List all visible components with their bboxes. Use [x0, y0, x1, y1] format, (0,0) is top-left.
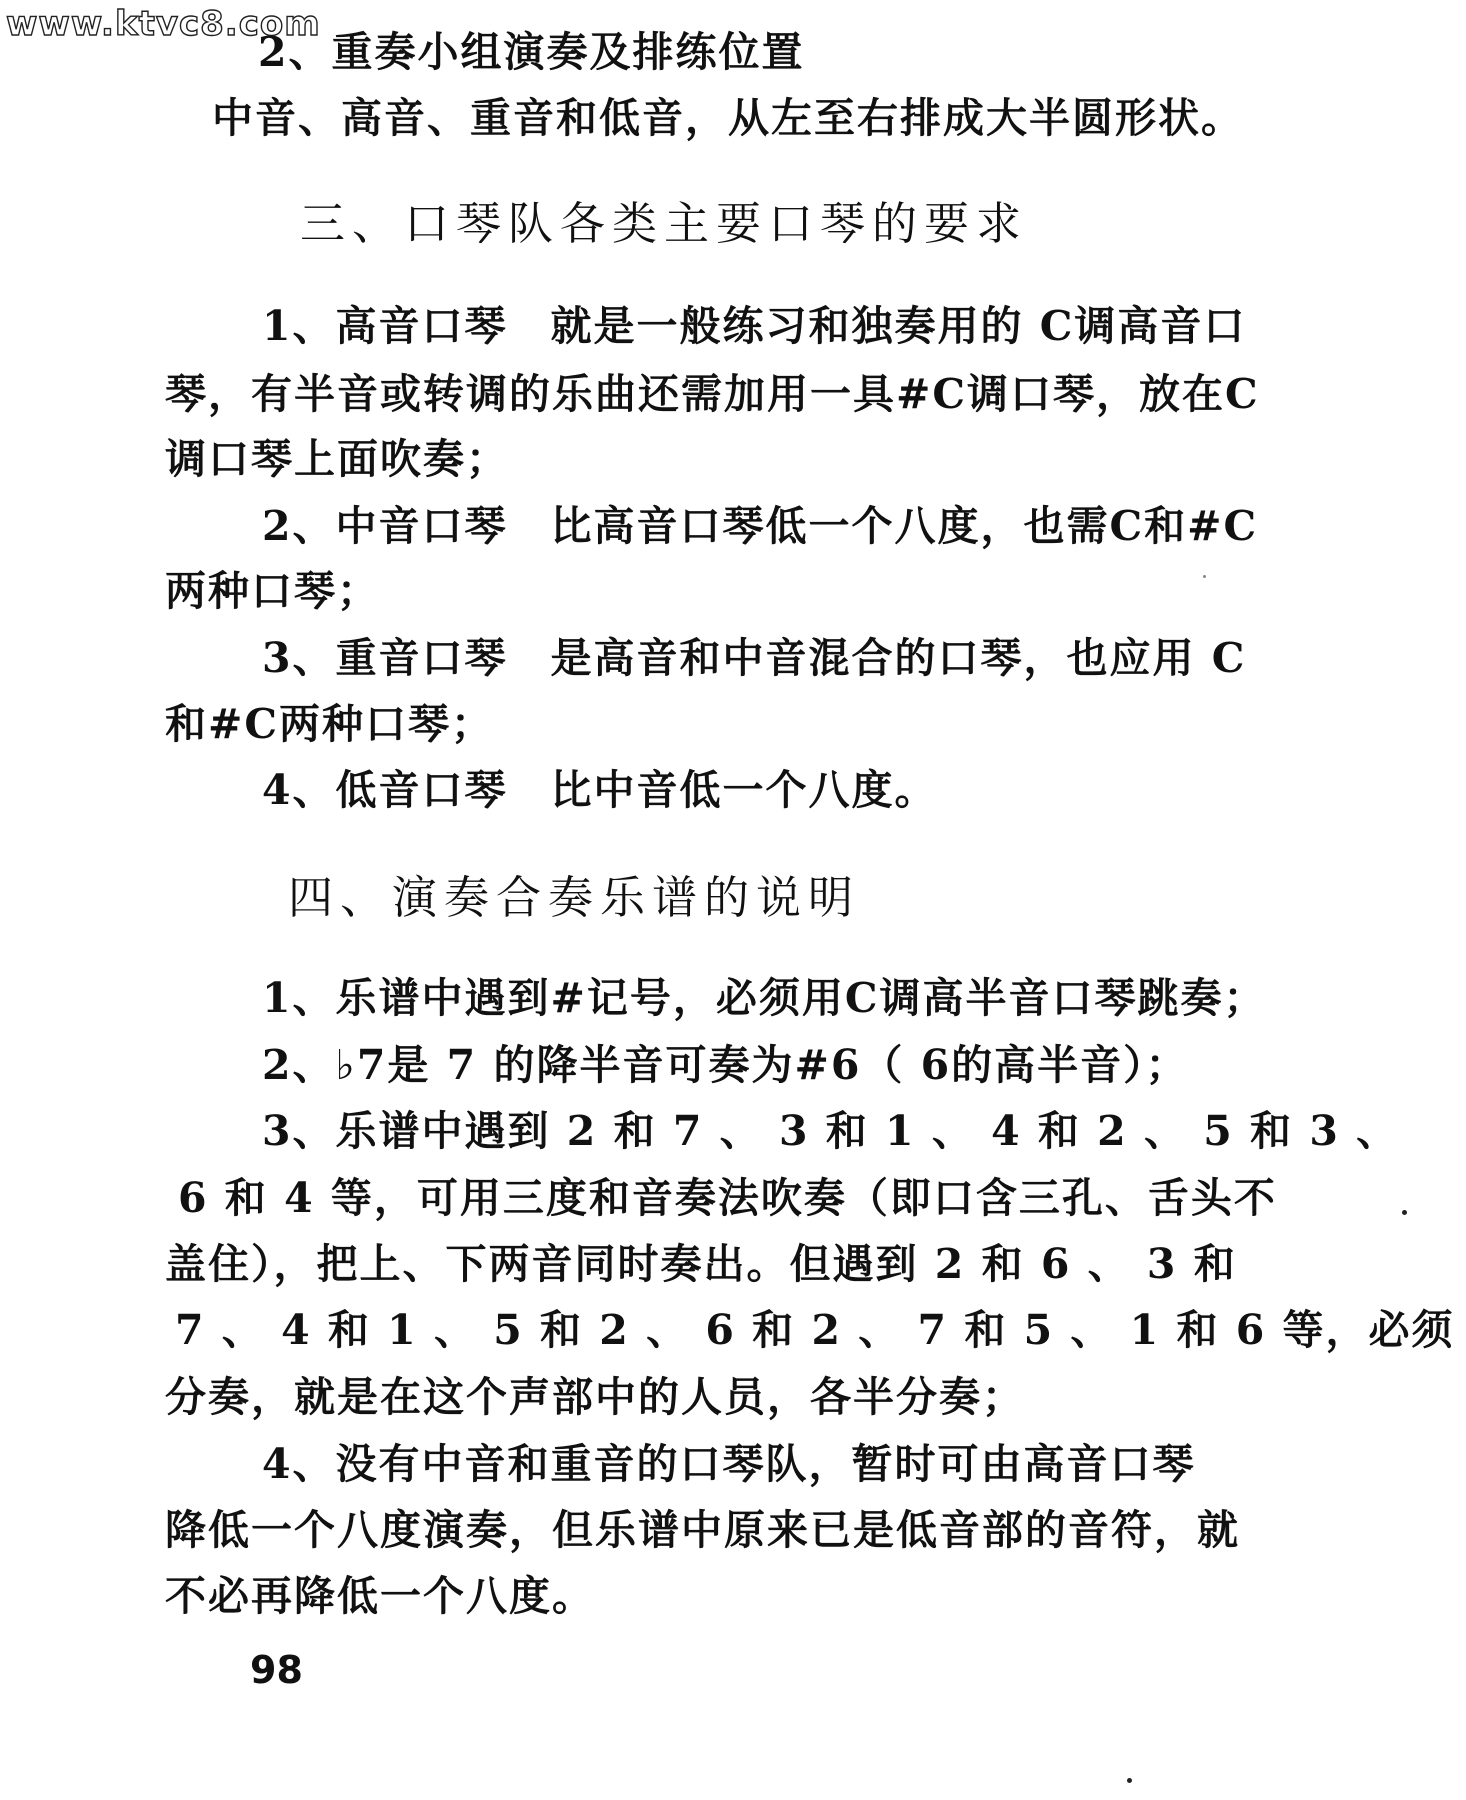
section-3-line: 琴，有半音或转调的乐曲还需加用一具#C调口琴，放在C — [165, 370, 1260, 418]
section-4-line: 不必再降低一个八度。 — [165, 1572, 595, 1620]
section-4-line: 4、没有中音和重音的口琴队，暂时可由高音口琴 — [262, 1440, 1196, 1488]
scan-speck — [1402, 1210, 1407, 1215]
section-4-heading: 四、演奏合奏乐谱的说明 — [288, 871, 861, 924]
section-3-line: 两种口琴； — [165, 567, 380, 615]
item-2-title: 2、重奏小组演奏及排练位置 — [258, 28, 805, 76]
section-4-line: 6 和 4 等，可用三度和音奏法吹奏（即口含三孔、舌头不 — [178, 1174, 1277, 1222]
watermark: www.ktvc8.com — [6, 4, 321, 44]
scan-speck — [1127, 1778, 1132, 1783]
section-4-line: 3、乐谱中遇到 2 和 7 、 3 和 1 、 4 和 2 、 5 和 3 、 — [262, 1107, 1400, 1155]
section-4-line: 2、♭7是 7 的降半音可奏为#6（ 6的高半音）； — [262, 1041, 1189, 1089]
scan-speck — [1203, 575, 1206, 578]
page-number: 98 — [250, 1648, 303, 1692]
section-3-line: 4、低音口琴 比中音低一个八度。 — [262, 766, 938, 814]
section-3-line: 1、高音口琴 就是一般练习和独奏用的 C调高音口 — [262, 302, 1247, 350]
section-4-line: 盖住），把上、下两音同时奏出。但遇到 2 和 6 、 3 和 — [165, 1240, 1237, 1288]
section-4-line: 7 、 4 和 1 、 5 和 2 、 6 和 2 、 7 和 5 、 1 和 6 等，必须 — [175, 1306, 1455, 1354]
section-4-line: 1、乐谱中遇到#记号，必须用C调高半音口琴跳奏； — [262, 974, 1267, 1022]
section-3-line: 2、中音口琴 比高音口琴低一个八度，也需C和#C — [262, 502, 1259, 550]
section-3-line: 3、重音口琴 是高音和中音混合的口琴，也应用 C — [262, 634, 1247, 682]
section-3-heading: 三、口琴队各类主要口琴的要求 — [300, 197, 1029, 250]
section-3-line: 调口琴上面吹奏； — [165, 435, 509, 483]
section-4-line: 分奏，就是在这个声部中的人员，各半分奏； — [165, 1373, 1025, 1421]
section-4-line: 降低一个八度演奏，但乐谱中原来已是低音部的音符，就 — [165, 1506, 1240, 1554]
section-3-line: 和#C两种口琴； — [165, 700, 494, 748]
item-2-body: 中音、高音、重音和低音，从左至右排成大半圆形状。 — [212, 94, 1244, 142]
